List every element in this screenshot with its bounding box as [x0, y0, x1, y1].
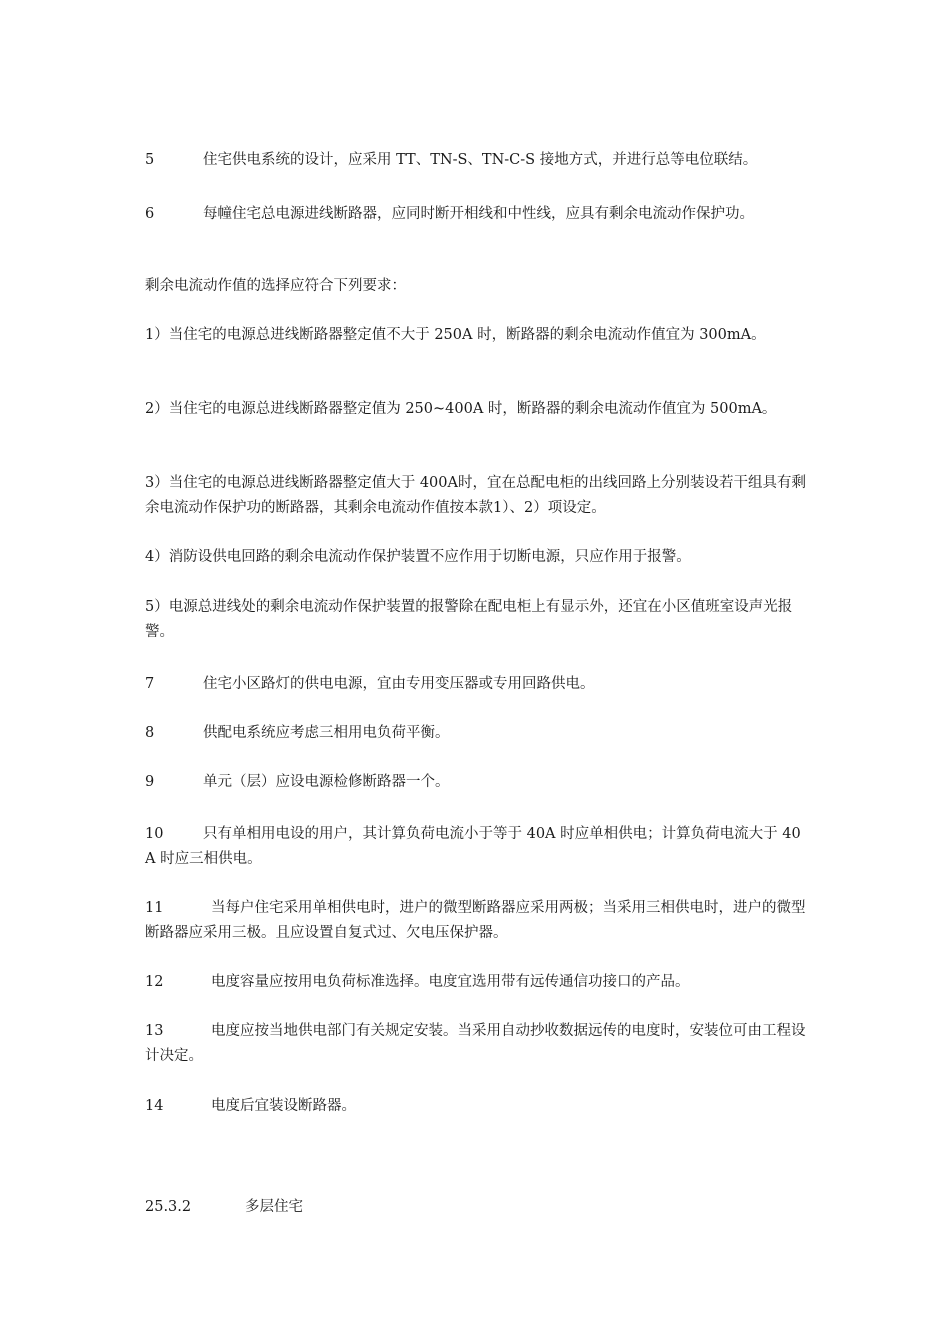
clause-number: 6 [145, 206, 155, 222]
clause-number: 10 [145, 826, 164, 842]
paragraph-text: 2）当住宅的电源总进线断路器整定值为 250~400A 时，断路器的剩余电流动作值宜为 500mA。 [145, 401, 777, 417]
paragraph-text: 1）当住宅的电源总进线断路器整定值不大于 250A 时，断路器的剩余电流动作值宜为 300mA。 [145, 327, 766, 343]
paragraph-text: 4）消防设供电回路的剩余电流动作保护装置不应作用于切断电源，只应作用于报警。 [145, 549, 691, 565]
clause-text: 单元（层）应设电源检修断路器一个。 [203, 774, 450, 790]
clause-11 [145, 896, 810, 946]
clause-8 [145, 721, 810, 746]
clause-13 [145, 1019, 810, 1069]
section-heading [145, 1195, 810, 1220]
clause-number: 14 [145, 1098, 164, 1114]
clause-number: 5 [145, 152, 155, 168]
requirement-1 [145, 323, 810, 348]
clause-number: 11 [145, 900, 164, 916]
clause-text: 住宅供电系统的设计，应采用 TT、TN-S、TN-C-S 接地方式，并进行总等电位联结。 [203, 152, 758, 168]
clause-number: 9 [145, 774, 155, 790]
clause-9 [145, 770, 810, 795]
requirement-3 [145, 471, 810, 521]
clause-text: 只有单相用电设的用户，其计算负荷电流小于等于 40A 时应单相供电；计算负荷电流大于 40A 时应三相供电。 [145, 826, 801, 867]
clause-12 [145, 970, 810, 995]
clause-text: 每幢住宅总电源进线断路器，应同时断开相线和中性线，应具有剩余电流动作保护功。 [203, 206, 754, 222]
clause-6 [145, 202, 810, 227]
clause-number: 8 [145, 725, 155, 741]
clause-text: 供配电系统应考虑三相用电负荷平衡。 [203, 725, 450, 741]
clause-7 [145, 672, 810, 697]
clause-text: 电度后宜装设断路器。 [211, 1098, 356, 1114]
clause-10 [145, 822, 810, 872]
section-number: 25.3.2 [145, 1199, 192, 1215]
clause-number: 7 [145, 676, 155, 692]
clause-text: 住宅小区路灯的供电电源，宜由专用变压器或专用回路供电。 [203, 676, 595, 692]
requirements-intro [145, 274, 810, 299]
requirement-5 [145, 595, 810, 645]
section-title: 多层住宅 [245, 1199, 303, 1215]
clause-number: 12 [145, 974, 164, 990]
clause-text: 电度应按当地供电部门有关规定安装。当采用自动抄收数据远传的电度时，安装位可由工程设计决定。 [145, 1023, 806, 1064]
paragraph-text: 5）电源总进线处的剩余电流动作保护装置的报警除在配电柜上有显示外，还宜在小区值班室设声光报警。 [145, 599, 793, 640]
requirement-4 [145, 545, 810, 570]
clause-number: 13 [145, 1023, 164, 1039]
requirement-2 [145, 397, 810, 422]
clause-5 [145, 148, 810, 173]
clause-text: 当每户住宅采用单相供电时，进户的微型断路器应采用两极；当采用三相供电时，进户的微型断路器应采用三极。且应设置自复式过、欠电压保护器。 [145, 900, 806, 941]
clause-14 [145, 1094, 810, 1119]
paragraph-text: 剩余电流动作值的选择应符合下列要求： [145, 278, 406, 294]
clause-text: 电度容量应按用电负荷标准选择。电度宜选用带有远传通信功接口的产品。 [211, 974, 690, 990]
paragraph-text: 3）当住宅的电源总进线断路器整定值大于 400A时，宜在总配电柜的出线回路上分别装设若干组具有剩余电流动作保护功的断路器，其剩余电流动作值按本款1）、2）项设定。 [145, 475, 806, 516]
